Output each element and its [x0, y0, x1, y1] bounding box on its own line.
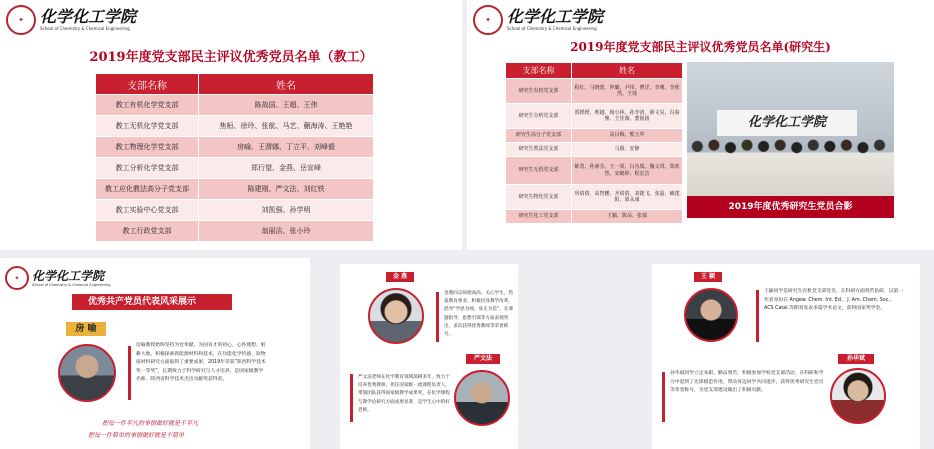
- table-row: [96, 137, 374, 158]
- branch-cell: 教工无机化学党支部: [96, 116, 199, 137]
- person-description-2: 孙华斌同学立足本职，勤奋刻苦，积极参加学校党支部活动，在科研和学习中起到了先锋模范作用，带动身边同学共同进步，获得优秀研究生党员等荣誉称号，为党支部建设做出了积极贡献。: [670, 371, 824, 393]
- photo-backdrop-banner: 化学化工学院: [717, 110, 857, 136]
- slide-title: 2019年度党支部民主评议优秀党员名单（教工）: [89, 50, 373, 65]
- college-seal-icon: ✦: [473, 5, 503, 35]
- branch-cell: 研究生化工党支部: [506, 210, 572, 224]
- text-accent-bar: [128, 346, 131, 400]
- branch-cell: 教工物理化学党支部: [96, 137, 199, 158]
- slide-title: 2019年度党支部民主评议优秀党员名单(研究生): [570, 40, 831, 54]
- names-cell: 陈战国、王超、王伟: [199, 95, 374, 116]
- branch-cell: 教工行政党支部: [96, 221, 199, 242]
- people-silhouettes: [687, 134, 894, 196]
- slide-faculty-list: [0, 0, 462, 250]
- logo-subtitle: School of Chemistry & Chemical Engineering: [507, 26, 597, 31]
- person-description: 房喻教授始终坚持为党奉献、为国育才的初心，心怀理想、躬耕大地，积极探索新能源材料和技术，在功能化学传感、软物质材料研究方面取得了重要成果，2019年荣获“陕西科学技术奖一等奖”，长期致力于科学研究与人才培养，是国家级教学名师、陕西省科学技术杰出贡献奖获得者。: [136, 343, 266, 382]
- text-accent-bar: [436, 292, 439, 342]
- col-header-branch: 支部名称: [96, 74, 199, 95]
- branch-cell: 研究生物化党支部: [506, 185, 572, 210]
- person-name-tag: 王 颖: [694, 272, 722, 282]
- table-row: [96, 221, 374, 242]
- names-cell: 陈勇、孙素芬、王一棠、白丛瑞、魏文琪、郑欣然、宋鹤婷、程宏洁: [572, 157, 683, 185]
- motto-line-2: 把每一件简单的事情做好就是不简单: [88, 432, 185, 439]
- section-banner: 优秀共产党员代表风采展示: [72, 294, 232, 310]
- col-header-names: 姓名: [199, 74, 374, 95]
- portrait-wang: [684, 288, 738, 342]
- motto-line-1: 把每一件平凡的事情做好就是不平凡: [102, 420, 199, 427]
- college-seal-icon: ✦: [6, 5, 36, 35]
- portrait-sun: [830, 368, 886, 424]
- table-row: [506, 210, 683, 224]
- table-row: [96, 158, 374, 179]
- names-cell: 焦桓、徐玲、张航、马艺、蒯海涛、王艳艳: [199, 116, 374, 137]
- logo-subtitle: School of Chemistry & Chemical Engineering: [40, 26, 130, 31]
- branch-cell: 研究生无机党支部: [506, 157, 572, 185]
- branch-cell: 教工实验中心党支部: [96, 200, 199, 221]
- table-row: [506, 104, 683, 129]
- branch-cell: 研究生分析党支部: [506, 104, 572, 129]
- table-row: [506, 143, 683, 157]
- names-cell: 郑行望、金燕、岳宣峰: [199, 158, 374, 179]
- table-row: [506, 185, 683, 210]
- table-row: [96, 116, 374, 137]
- names-cell: 房喻、王渭娜、丁立平、刘峰毅: [199, 137, 374, 158]
- branch-cell: 研究生有机党支部: [506, 79, 572, 104]
- person-name-tag-2: 孙华斌: [838, 354, 874, 364]
- table-row: [96, 200, 374, 221]
- slide-member-jin: [340, 264, 518, 449]
- person-description-2: 严文法老师在化学教育领域深耕多年，致力于培养优秀教师，担任国家级一流课程负责人，带领团队获得国家级教学成果奖，在化学课程与教学论研究方面成果显著，是学生心中的好老师。: [358, 375, 450, 413]
- person-description: 王颖同学是研究生有机党支部党员，在科研方面刻苦钻研，以第一作者身份在 Angew. Chem. Int. Ed.、J. Am. Chem. Soc.、ACS Catal.等期刊发表多篇学术论文，获得国家奖学金。: [764, 289, 904, 311]
- college-logo: [5, 266, 110, 290]
- college-seal-icon: ✦: [5, 266, 29, 290]
- names-cell: 程红、马晓蕾、仲璐、尹伟、曹洋、李珊、李欣然、王琦: [572, 79, 683, 104]
- person-description: 金燕同志师德高尚，关心学生，热爱教育事业，积极投身教学改革，倡导“学思为师，身正为范”，在课题指导、思想引领等方面表现突出，多次获得优秀教师等荣誉称号。: [444, 291, 514, 338]
- table-row: [506, 129, 683, 143]
- person-name-tag: 金 燕: [386, 272, 414, 282]
- logo-name: 化学化工学院: [40, 7, 137, 26]
- col-header-branch: 支部名称: [506, 63, 572, 79]
- table-row: [96, 95, 374, 116]
- faculty-table: [95, 73, 374, 242]
- table-row: [506, 79, 683, 104]
- names-cell: 贾媛媛、帅越、杨小林、孙李清、薛文昊、冯秦雅、王佳薇、董圆圆: [572, 104, 683, 129]
- table-row: [506, 157, 683, 185]
- slide-member-fang: [0, 258, 310, 449]
- college-logo: [473, 5, 603, 35]
- branch-cell: 教工应化教法高分子党支部: [96, 179, 199, 200]
- text-accent-bar: [756, 290, 759, 342]
- portrait-jin: [368, 288, 424, 344]
- portrait-yan: [454, 370, 510, 426]
- slide-member-wang: [652, 264, 920, 449]
- text-accent-bar-2: [662, 372, 665, 422]
- col-header-names: 姓名: [572, 63, 683, 79]
- branch-cell: 研究生高分子党支部: [506, 129, 572, 143]
- group-photo: [687, 62, 894, 218]
- branch-cell: 教工分析化学党支部: [96, 158, 199, 179]
- slide-graduate-list: [467, 0, 934, 250]
- names-cell: 翁丽洁、张小玲: [199, 221, 374, 242]
- branch-cell: 教工有机化学党支部: [96, 95, 199, 116]
- names-cell: 马圆、安静: [572, 143, 683, 157]
- logo-subtitle: School of Chemistry & Chemical Engineering: [32, 282, 111, 287]
- names-cell: 陈建刚、严文法、刘红铁: [199, 179, 374, 200]
- photo-caption: 2019年度优秀研究生党员合影: [687, 196, 894, 218]
- text-accent-bar-2: [350, 374, 353, 422]
- names-cell: 巩倩倩、高智鹏、齐倩倩、刘捷飞、张磊、臧建阳、慕永康: [572, 185, 683, 210]
- graduate-table: [505, 62, 683, 224]
- logo-name: 化学化工学院: [507, 7, 604, 26]
- names-cell: 高目梅、熊玉华: [572, 129, 683, 143]
- portrait-fang: [58, 344, 116, 402]
- branch-cell: 研究生教法党支部: [506, 143, 572, 157]
- names-cell: 刘凯强、孙学明: [199, 200, 374, 221]
- college-logo: [6, 5, 136, 35]
- logo-name: 化学化工学院: [32, 268, 105, 283]
- person-name-tag-2: 严文法: [466, 354, 500, 364]
- person-name-tag: 房 喻: [66, 322, 106, 336]
- table-row: [96, 179, 374, 200]
- names-cell: 王颖、陈朵、张郁: [572, 210, 683, 224]
